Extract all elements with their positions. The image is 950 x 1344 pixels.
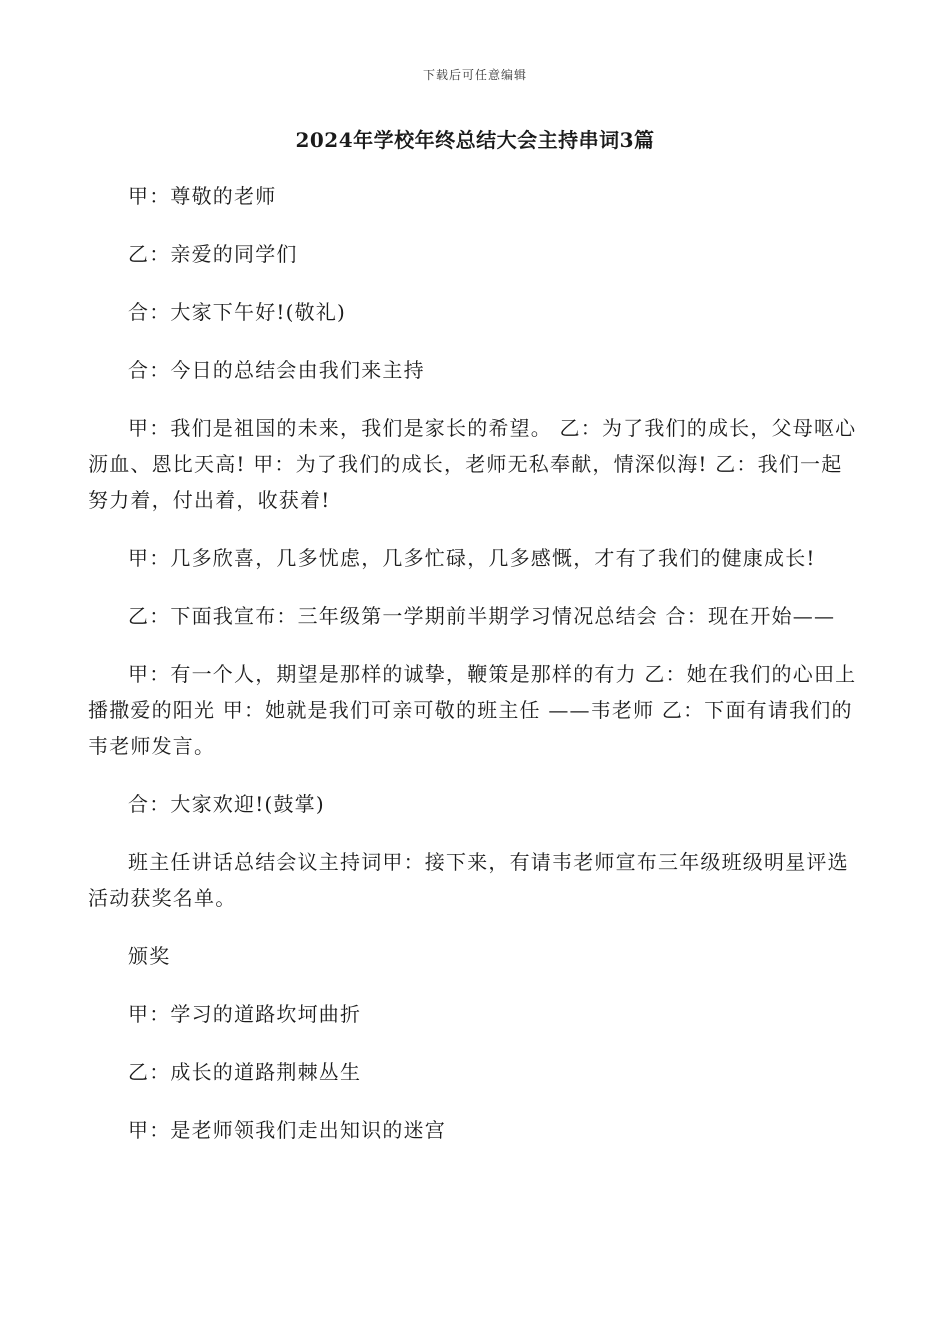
paragraph: 甲：有一个人，期望是那样的诚挚，鞭策是那样的有力 乙：她在我们的心田上播撒爱的阳光 甲：她就是我们可亲可敬的班主任 ——韦老师 乙：下面有请我们的韦老师发言。 xyxy=(88,662,857,758)
document-body xyxy=(88,178,862,1170)
paragraph: 乙：下面我宣布：三年级第一学期前半期学习情况总结会 合：现在开始—— xyxy=(128,604,836,628)
paragraph: 乙：亲爱的同学们 xyxy=(128,242,298,266)
paragraph: 甲：是老师领我们走出知识的迷宫 xyxy=(128,1118,446,1142)
document-title: 2024年学校年终总结大会主持串词3篇 xyxy=(295,128,655,152)
paragraph: 班主任讲话总结会议主持词甲：接下来，有请韦老师宣布三年级班级明星评选活动获奖名单。 xyxy=(88,850,849,910)
header-note: 下载后可任意编辑 xyxy=(422,68,527,82)
paragraph: 甲：几多欣喜，几多忧虑，几多忙碌，几多感慨，才有了我们的健康成长! xyxy=(128,546,816,570)
paragraph: 合：今日的总结会由我们来主持 xyxy=(128,358,425,382)
paragraph: 甲：学习的道路坎坷曲折 xyxy=(128,1002,362,1026)
paragraph: 颁奖 xyxy=(128,944,171,968)
paragraph: 甲：尊敬的老师 xyxy=(128,184,277,208)
paragraph: 乙：成长的道路荆棘丛生 xyxy=(128,1060,362,1084)
paragraph: 合：大家欢迎!(鼓掌) xyxy=(128,792,325,816)
paragraph: 合：大家下午好!(敬礼) xyxy=(128,300,347,324)
paragraph: 甲：我们是祖国的未来，我们是家长的希望。 乙：为了我们的成长，父母呕心沥血、恩比天高! 甲：为了我们的成长，老师无私奉献，情深似海! 乙：我们一起努力着，付出着，收获着! xyxy=(88,416,857,512)
